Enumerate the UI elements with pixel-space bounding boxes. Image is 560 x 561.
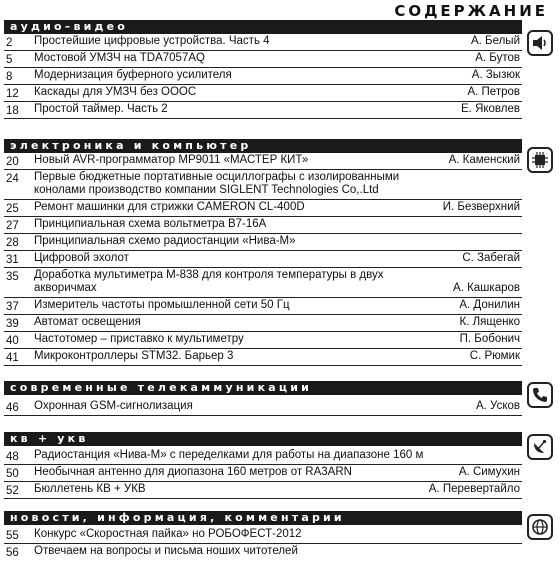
article-author: А. Донилин xyxy=(459,299,520,311)
page-number: 56 xyxy=(6,547,19,559)
article-title: Каскады для УМЗЧ без ОООС xyxy=(34,86,197,98)
article-author: А. Усков xyxy=(475,400,520,412)
page-number: 20 xyxy=(6,156,19,168)
globe-icon xyxy=(527,514,553,540)
article-title: Принципиальная схема вольтметра В7-16А xyxy=(34,218,267,230)
page-number: 2 xyxy=(6,37,13,49)
toc-entry[interactable] xyxy=(4,332,522,349)
page-number: 52 xyxy=(6,485,19,497)
article-title: Измеритель частоты промышленной сети 50 Гц xyxy=(34,299,290,311)
article-title: Частотомер – приставко к мультиметру xyxy=(34,333,244,345)
section-heading: электроника и компьютер xyxy=(4,139,522,153)
toc-entry[interactable] xyxy=(4,315,522,332)
page-number: 5 xyxy=(6,54,13,66)
page-number: 12 xyxy=(6,88,19,100)
page-number: 35 xyxy=(6,271,19,283)
toc-entry[interactable] xyxy=(4,153,522,170)
article-author: А. Перевертайло xyxy=(428,483,520,495)
article-author: Е. Яковлев xyxy=(461,103,520,115)
toc-entry[interactable] xyxy=(4,399,522,416)
article-title: Принципиальная схемо радиостанции «Нива-М» xyxy=(34,235,296,247)
article-title: Автомат освещения xyxy=(34,316,141,328)
article-author: А. Бутов xyxy=(475,52,520,64)
article-title: Отвечаем на вопросы и письма ноших читотелей xyxy=(34,545,298,557)
toc-entry[interactable] xyxy=(4,268,522,298)
toc-entry[interactable] xyxy=(4,349,522,366)
page-number: 8 xyxy=(6,71,13,83)
toc-entry[interactable] xyxy=(4,234,522,251)
section-audio-video xyxy=(4,20,522,119)
article-title: Первые бюджетные портативные осциллографы с изолированными конолами производство компании SIGLENT Technologies Co,.Ltd xyxy=(34,171,400,196)
page-number: 55 xyxy=(6,530,19,542)
page-title: СОДЕРЖАНИЕ xyxy=(394,2,548,20)
page-number: 37 xyxy=(6,301,19,313)
article-title: Ремонт машинки для стрижки CAMERON CL-400D xyxy=(34,201,305,213)
page-number: 31 xyxy=(6,254,19,266)
article-author: А. Зызюк xyxy=(471,69,520,81)
toc-entry[interactable] xyxy=(4,102,522,119)
article-title: Радиостанция «Нива-М» с переделками для работы на диапазоне 160 м xyxy=(34,449,424,461)
satellite-dish-icon xyxy=(527,434,553,460)
toc-entry[interactable] xyxy=(4,448,522,465)
article-title: Мостовой УМЗЧ на TDA7057AQ xyxy=(34,52,205,64)
section-heading: аудио–видео xyxy=(4,20,522,34)
article-author: А. Белый xyxy=(470,35,520,47)
article-author: С. Рюмик xyxy=(469,350,520,362)
article-author: И. Безверхний xyxy=(442,201,520,213)
section-telecom xyxy=(4,381,522,416)
toc-entry[interactable] xyxy=(4,527,522,544)
section-heading: современные телекаммуникации xyxy=(4,381,522,395)
article-author: А. Петров xyxy=(467,86,520,98)
section-heading: кв + укв xyxy=(4,432,522,446)
article-title: Новый AVR-программатор MP9011 «МАСТЕР КИТ» xyxy=(34,154,309,166)
toc-entry[interactable] xyxy=(4,200,522,217)
section-heading: новости, информация, комментарии xyxy=(4,511,522,525)
page-number: 40 xyxy=(6,335,19,347)
toc-entry[interactable] xyxy=(4,170,522,200)
toc-entry[interactable] xyxy=(4,68,522,85)
article-author: К. Лященко xyxy=(459,316,520,328)
article-title: Конкурс «Скоростная пайка» но РОБОФЕСТ-2012 xyxy=(34,528,302,540)
toc-entry[interactable] xyxy=(4,217,522,234)
article-title: Модернизация буферного усилителя xyxy=(34,69,232,81)
article-title: Бюллетень КВ + УКВ xyxy=(34,483,146,495)
page-number: 27 xyxy=(6,220,19,232)
article-title: Цифровой эхолот xyxy=(34,252,129,264)
section-news xyxy=(4,511,522,561)
page-number: 18 xyxy=(6,105,19,117)
speaker-icon xyxy=(527,30,553,56)
toc-entry[interactable] xyxy=(4,482,522,499)
article-author: А. Каменский xyxy=(448,154,520,166)
article-title: Простой таймер. Часть 2 xyxy=(34,103,168,115)
toc-entry[interactable] xyxy=(4,251,522,268)
toc-entry[interactable] xyxy=(4,34,522,51)
page-number: 48 xyxy=(6,451,19,463)
article-title: Охронная GSM-сигнолизация xyxy=(34,400,193,412)
page-number: 46 xyxy=(6,402,19,414)
article-title: Необычная антенно для диопазона 160 метров от RA3ARN xyxy=(34,466,352,478)
article-title: Простейшие цифровые устройства. Часть 4 xyxy=(34,35,270,47)
article-title: Доработка мультиметра М-838 для контроля температуры в двух акворичмах xyxy=(34,269,384,294)
page-number: 41 xyxy=(6,352,19,364)
article-author: П. Бобонич xyxy=(459,333,520,345)
phone-icon xyxy=(527,382,553,408)
page-number: 25 xyxy=(6,203,19,215)
page-number: 28 xyxy=(6,237,19,249)
toc-entry[interactable] xyxy=(4,51,522,68)
toc-entry[interactable] xyxy=(4,85,522,102)
section-hf-vhf xyxy=(4,432,522,499)
microchip-icon xyxy=(527,147,553,173)
article-author: С. Забегай xyxy=(462,252,520,264)
section-electronics xyxy=(4,139,522,366)
article-author: А. Кашкаров xyxy=(453,282,520,294)
article-author: А. Симухин xyxy=(458,466,520,478)
page-number: 50 xyxy=(6,468,19,480)
page-number: 39 xyxy=(6,318,19,330)
article-title: Микроконтроллеры STM32. Барьер 3 xyxy=(34,350,234,362)
page-number: 24 xyxy=(6,173,19,185)
toc-entry[interactable] xyxy=(4,298,522,315)
toc-entry[interactable] xyxy=(4,465,522,482)
toc-entry[interactable] xyxy=(4,544,522,561)
